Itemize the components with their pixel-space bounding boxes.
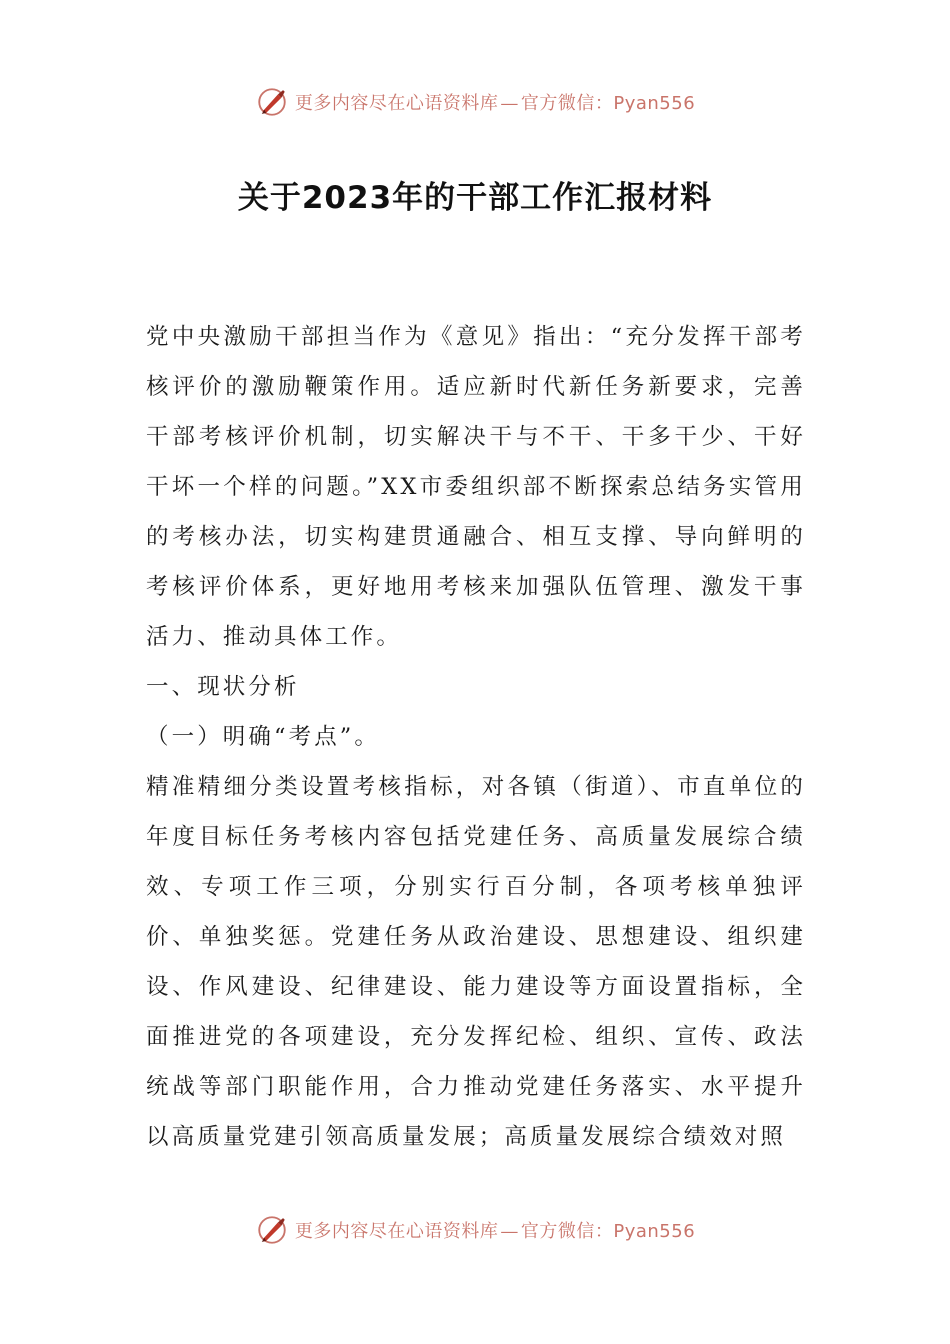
watermark-text [295,1217,695,1243]
watermark-contact-id: Pyan556 [613,1221,696,1242]
watermark-site-text: 更多内容尽在心语资料库 [294,93,499,114]
section-heading: 一、现状分析 [146,674,300,700]
body-paragraph: 精准精细分类设置考核指标，对各镇（街道）、市直单位的年度目标任务考核内容包括党建任务、高质量发展综合绩效、专项工作三项，分别实行百分制，各项考核单独评价、单独奖惩。党建任务从政治建设、思想建设、组织建设、作风建设、纪律建设、能力建设等方面设置指标，全面推进党的各项建设，充分发挥纪检、组织、宣传、政法统战等部门职能作用，合力推动党建任务落实、水平提升以高质量党建引领高质量发展；高质量发展综合绩效对照 [146,774,806,1150]
watermark-site-text: 更多内容尽在心语资料库 [294,1221,499,1242]
watermark-footer [0,1210,950,1250]
watermark-contact-id: Pyan556 [613,93,696,114]
watermark-header [0,82,950,122]
watermark-contact-label: 官方微信： [520,93,614,114]
document-body [146,312,806,1162]
intro-paragraph: 党中央激励干部担当作为《意见》指出：“充分发挥干部考核评价的激励鞭策作用。适应新时代新任务新要求，完善干部考核评价机制，切实解决干与不干、干多干少、干好干坏一个样的问题。”XX市委组织部不断探索总结务实管用的考核办法，切实构建贯通融合、相互支撑、导向鲜明的考核评价体系，更好地用考核来加强队伍管理、激发干事活力、推动具体工作。 [146,324,806,650]
watermark-separator: — [500,1221,519,1242]
subsection-heading: （一）明确“考点”。 [146,724,381,750]
watermark-text [295,89,695,115]
watermark-contact-label: 官方微信： [520,1221,614,1242]
pen-nib-logo-icon [255,1213,289,1247]
watermark-separator: — [500,93,519,114]
document-title: 关于2023年的干部工作汇报材料 [237,180,713,216]
pen-nib-logo-icon [255,85,289,119]
